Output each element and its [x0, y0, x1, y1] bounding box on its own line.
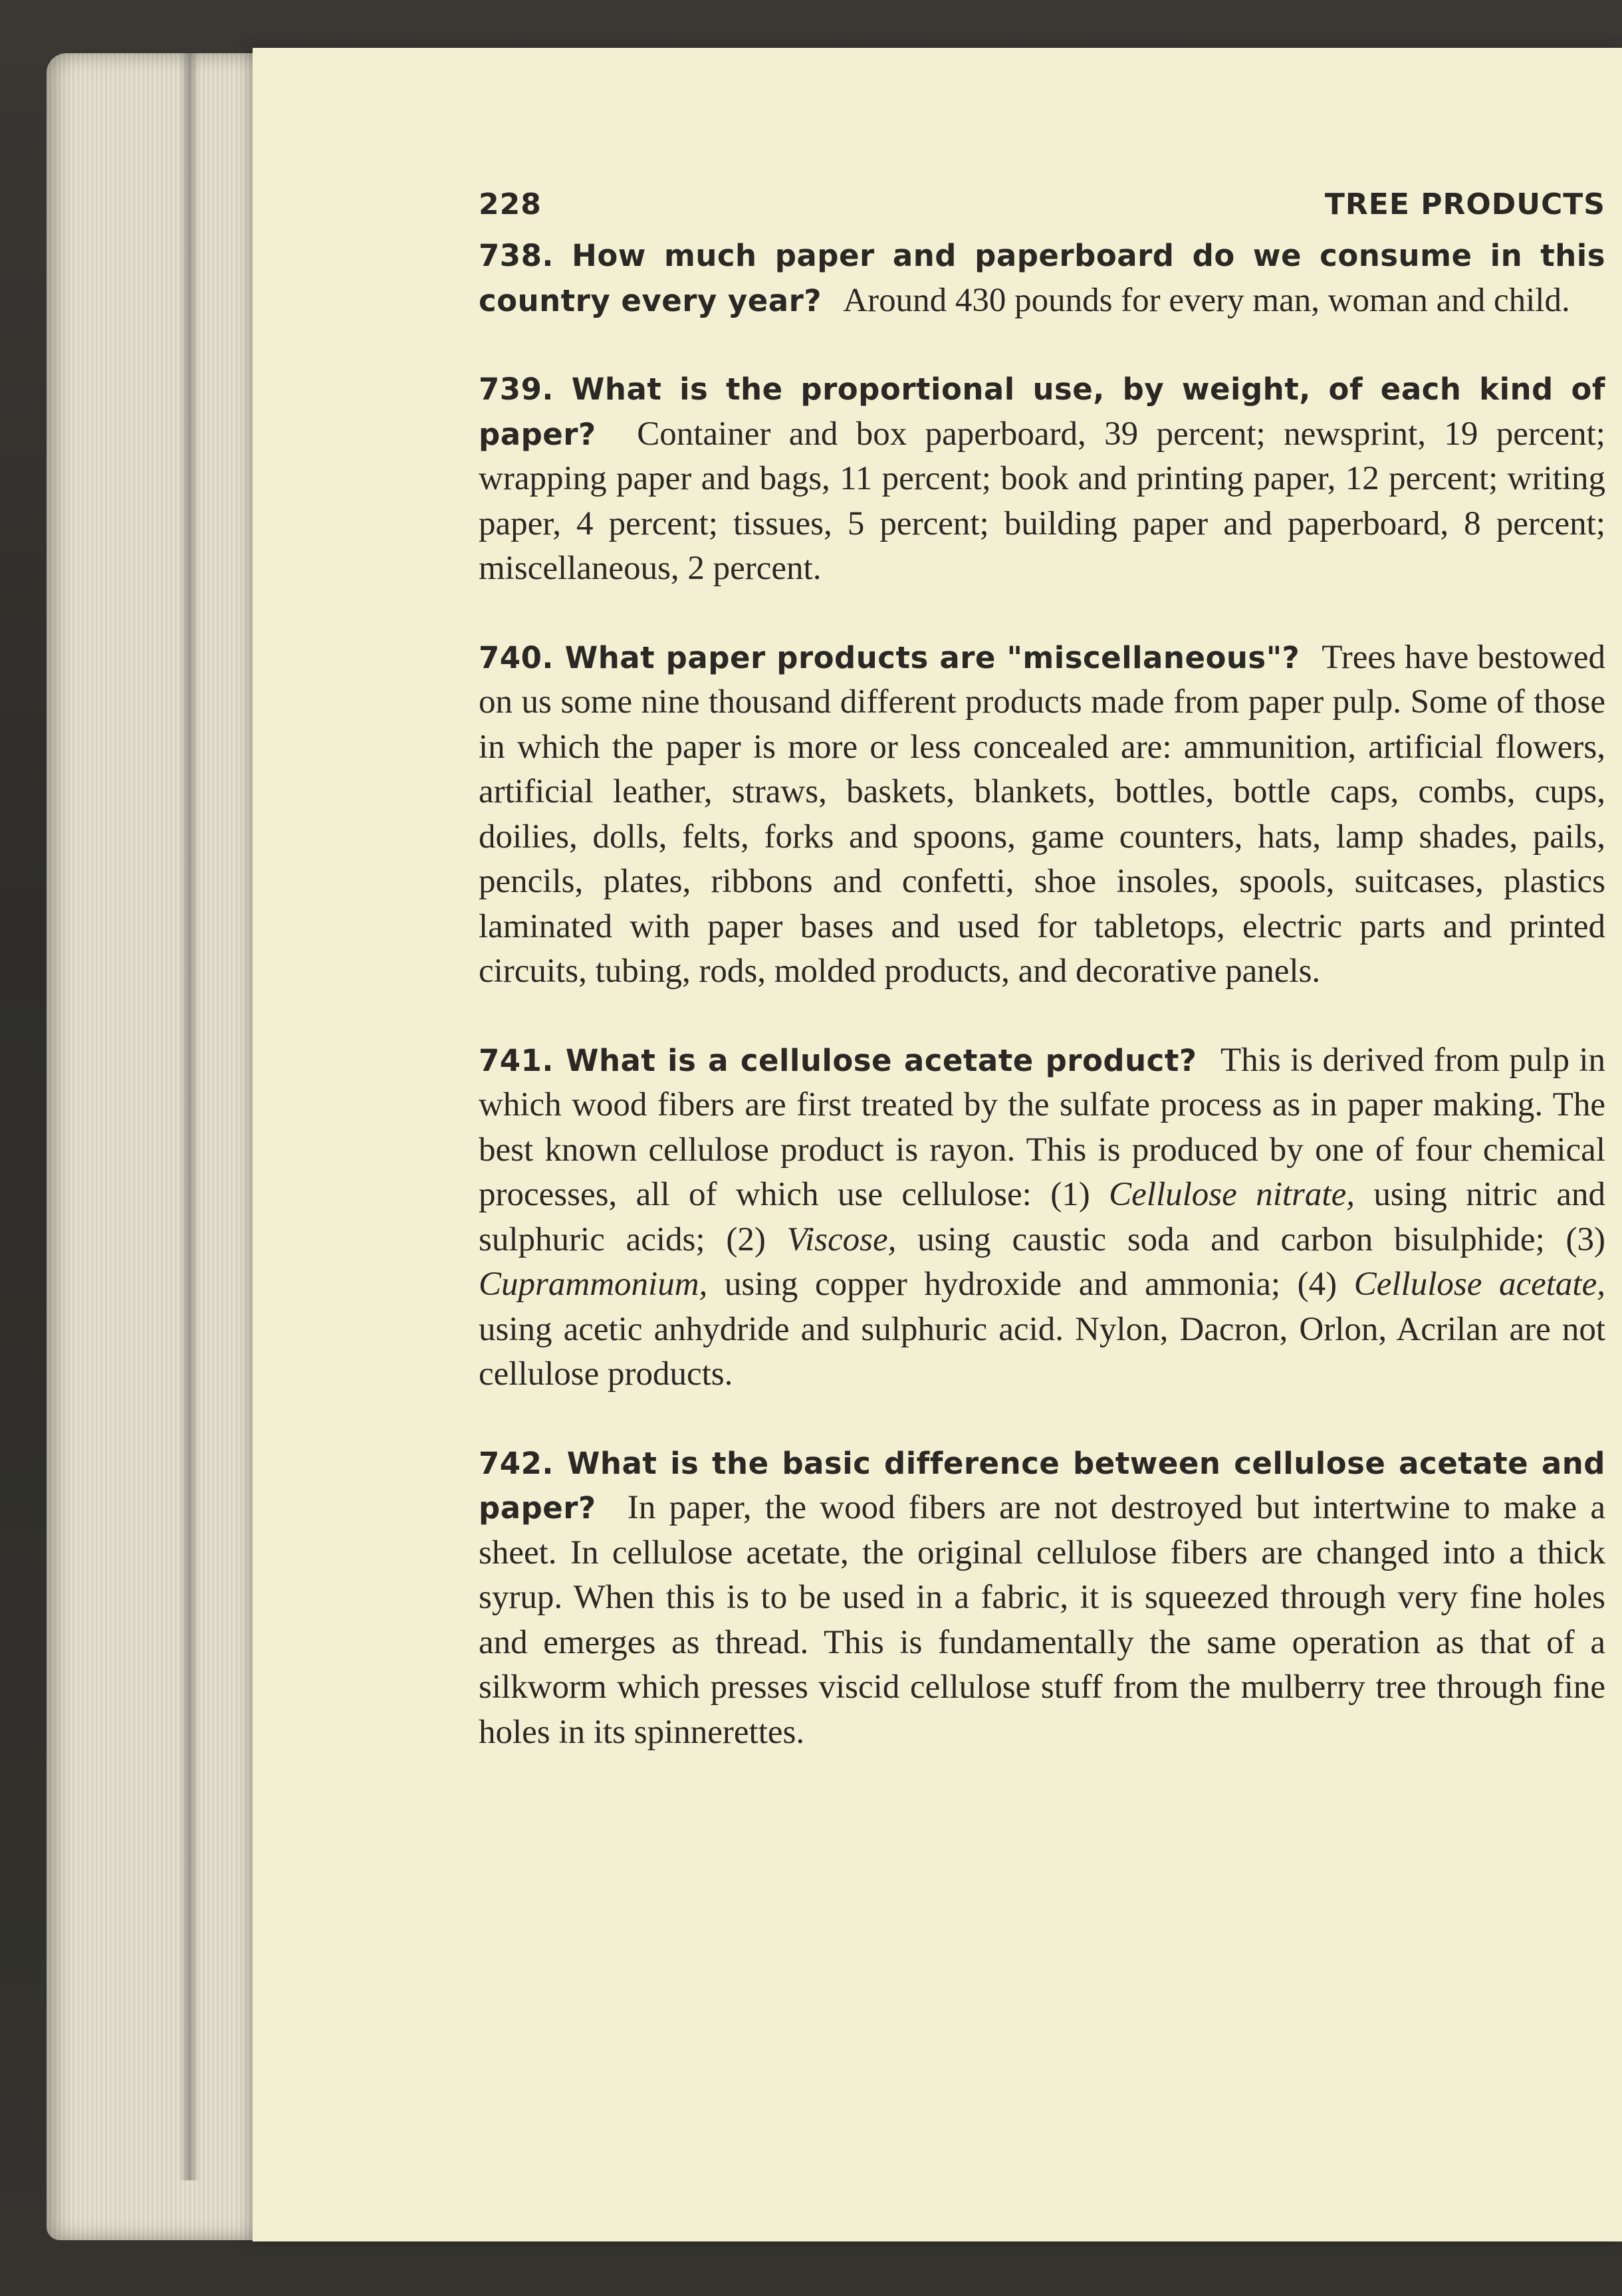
- question-742: 742. What is the basic difference between cellulose acetate and paper?: [479, 1445, 1605, 1526]
- answer-741-part: using nitric and sulphuric acids; (2): [479, 1176, 1606, 1258]
- answer-739: Container and box paperboard, 39 percent; newsprint, 19 percent; wrapping paper and bags, 11 percent; book and printing paper, 12 percent; writing paper, 4 percent; tissues, 5 percent; building paper and paperboard, 8 percent; miscellaneous, 2 percent.: [479, 415, 1605, 587]
- entry-738: [479, 233, 1605, 323]
- section-title: TREE PRODUCTS: [1324, 187, 1605, 221]
- answer-741: [479, 1042, 1605, 1393]
- book-spine-shadow: [179, 53, 199, 2180]
- answer-741-part: using caustic soda and carbon bisulphide; (3): [896, 1220, 1605, 1258]
- entry-741: [479, 1038, 1605, 1397]
- question-738: 738. How much paper and paperboard do we consume in this country every year?: [479, 238, 1605, 318]
- entry-740: [479, 635, 1605, 994]
- running-head: [479, 187, 1605, 221]
- book-page: [253, 48, 1622, 2241]
- page-number: 228: [479, 187, 542, 221]
- answer-741-italic-term: Viscose,: [786, 1220, 897, 1258]
- book-page-edges: [47, 53, 266, 2240]
- answer-741-part: using acetic anhydride and sulphuric acid. Nylon, Dacron, Orlon, Acrilan are not cellulose products.: [479, 1310, 1605, 1393]
- answer-742: In paper, the wood fibers are not destroyed but intertwine to make a sheet. In cellulose acetate, the original cellulose fibers are changed into a thick syrup. When this is to be used in a fabric, it is squeezed through very fine holes and emerges as thread. This is fundamentally the same operation as that of a silkworm which presses viscid cellulose stuff from the mulberry tree through fine holes in its spinnerettes.: [479, 1489, 1605, 1751]
- answer-741-part: This is derived from pulp in which wood fibers are first treated by the sulfate process as in paper making. The best known cellulose product is rayon. This is produced by one of four chemical processes, all of which use cellulose: (1): [479, 1041, 1605, 1213]
- question-741: 741. What is a cellulose acetate product?: [479, 1042, 1221, 1078]
- answer-738: Around 430 pounds for every man, woman and child.: [843, 281, 1570, 319]
- answer-741-italic-term: Cellulose acetate,: [1353, 1266, 1605, 1303]
- answer-740: Trees have bestowed on us some nine thousand different products made from paper pulp. Some of those in which the paper is more or less concealed are: ammunition, artificial flowers, artificial leather, straws, baskets, blankets, bottles, bottle caps, combs, cups, doilies, dolls, felts, forks and spoons, game counters, hats, lamp shades, pails, pencils, plates, ribbons and confetti, shoe insoles, spools, suitcases, plastics laminated with paper bases and used for tabletops, electric parts and printed circuits, tubing, rods, molded products, and decorative panels.: [479, 638, 1605, 990]
- answer-741-italic-term: Cuprammonium,: [479, 1266, 708, 1303]
- entry-742: [479, 1441, 1605, 1756]
- answer-741-part: using copper hydroxide and ammonia; (4): [707, 1266, 1354, 1303]
- question-740: 740. What paper products are "miscellaneous"?: [479, 639, 1322, 675]
- question-739: 739. What is the proportional use, by weight, of each kind of paper?: [479, 372, 1605, 452]
- answer-741-italic-term: Cellulose nitrate,: [1109, 1176, 1355, 1213]
- page-content: [479, 187, 1605, 1799]
- entry-739: [479, 367, 1605, 592]
